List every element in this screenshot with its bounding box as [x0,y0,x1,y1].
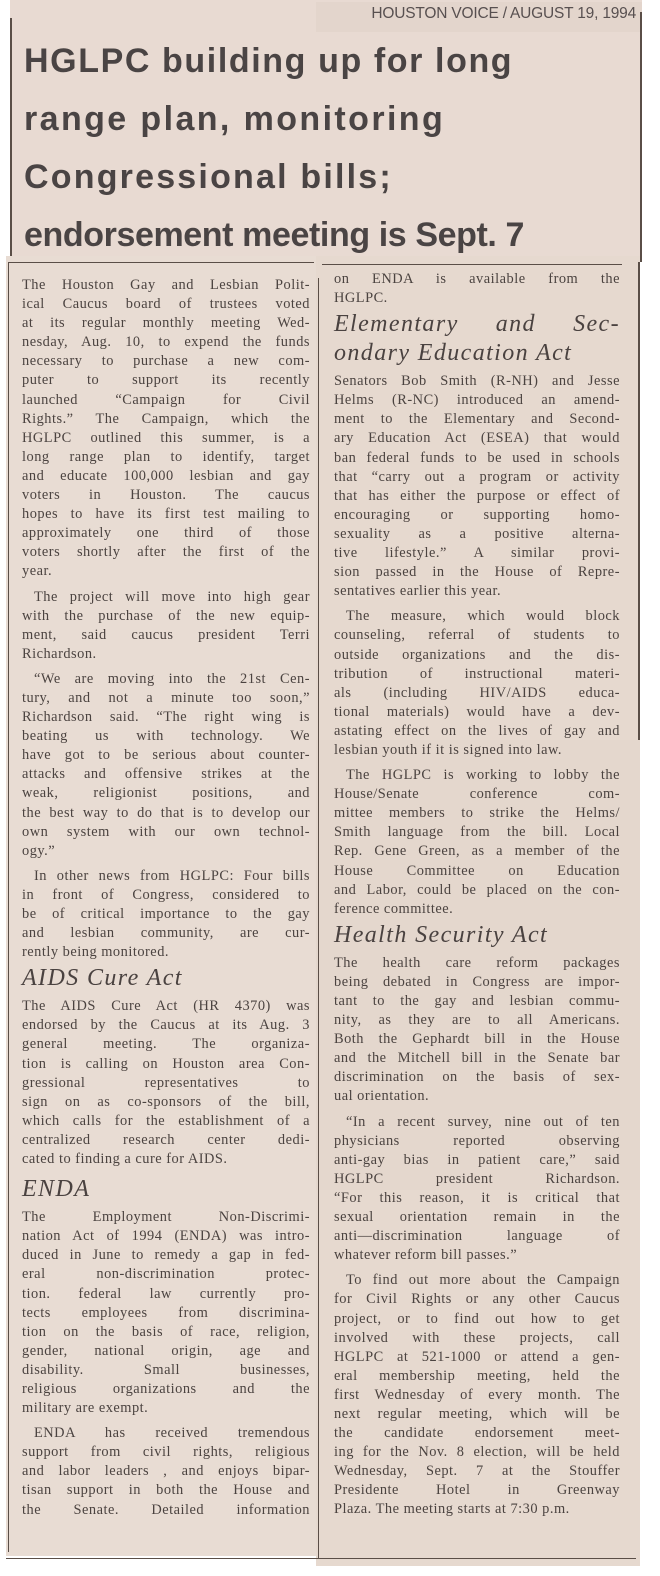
text-line: general meeting. The organiza- [22,1036,310,1053]
text-line: the Senate. Detailed information [22,1501,310,1518]
text-line: discrimination on the basis of sex- [334,1069,620,1086]
text-line: at its regular monthly meeting Wed- [22,315,310,332]
text-line: House/Senate conference com- [334,786,620,803]
text-line: Richardson said. “The right wing is [22,709,310,726]
paragraph-enda-support [22,1424,310,1519]
text-line: ary Education Act (ESEA) that would [334,430,620,447]
text-line: tion is calling on Houston area Con- [22,1055,310,1072]
text-line: gressional representatives to [22,1074,310,1091]
paragraph-enda-continued [334,270,620,308]
text-line: ical Caucus board of trustees voted [22,296,310,313]
section-heading-text: ondary Education Act [334,340,573,367]
text-line: ban federal funds to be used in schools [334,449,620,466]
text-line: with the purchase of the new equip- [22,607,310,624]
text-line: and the Mitchell bill in the Senate bar [334,1050,620,1067]
text-line: HGLPC. [334,290,388,307]
text-line: cated to finding a cure for AIDS. [22,1151,228,1168]
text-line: “In a recent survey, nine out of ten [346,1113,620,1130]
text-line: the best way to do that is to develop our [22,804,310,821]
paragraph-esea-measure [334,607,620,760]
text-line: eral membership meeting, held the [334,1367,620,1384]
text-line: Helms (R-NC) introduced an amend- [334,392,620,409]
text-line: Rep. Gene Green, as a member of the [334,843,620,860]
text-line: The project will move into high gear [34,588,310,605]
paragraph-closing-info [334,1271,620,1519]
header-right-rule [640,12,642,262]
text-line: hopes to have its first test mailing to [22,506,310,523]
text-line: mittee members to strike the Helms/ [334,805,620,822]
text-line: tribution of instructional materi- [334,665,620,682]
text-line: ual orientation. [334,1088,430,1105]
paragraph-quote [22,670,310,861]
paragraph-health-quote [334,1113,620,1266]
text-line: The Employment Non-Discrimi- [22,1209,310,1226]
text-line: year. [22,563,53,580]
text-line: nity, as they are to all Americans. [334,1012,620,1029]
text-line: the candidate endorsement meet- [334,1425,620,1442]
text-line: tion. federal law currently pro- [22,1285,310,1302]
left-column-left-rule [8,262,9,1552]
text-line: tion on the basis of race, religion, [22,1323,310,1340]
text-line: ENDA has received tremendous [34,1425,310,1442]
text-line: anti-gay bias in patient care,” said [334,1151,620,1168]
text-line: and labor leaders , and enjoys bipar- [22,1463,310,1480]
text-line: and educate 100,000 lesbian and gay [22,467,310,484]
text-line: ference committee. [334,900,454,917]
text-line: Both the Gephardt bill in the House [334,1031,620,1048]
section-heading-esea [334,310,620,368]
text-line: Richardson. [22,645,97,662]
text-line: The health care reform packages [334,954,620,971]
text-line: physicians reported observing [334,1132,620,1149]
text-line: in front of Congress, considered to [22,886,310,903]
right-column-right-rule [638,262,640,740]
text-line: project, or to find out how to get [334,1310,620,1327]
text-line: that “carry out a program or activity [334,468,620,485]
text-line: long range plan to identify, target [22,448,310,465]
dateline: HOUSTON VOICE / AUGUST 19, 1994 [371,5,636,22]
text-line: To find out more about the Campaign [346,1272,620,1289]
text-line: own system with our own technol- [22,823,310,840]
text-line: have got to be serious about counter- [22,747,310,764]
text-line: weak, religionist positions, and [22,785,310,802]
text-line: encouraging or supporting homo- [334,506,620,523]
text-line: tional materials) would have a dev- [334,703,620,720]
text-line: counseling, referral of students to [334,627,620,644]
text-line: Wednesday, Sept. 7 at the Stouffer [334,1463,620,1480]
text-line: endorsed by the Caucus at its Aug. 3 [22,1017,310,1034]
text-line: first Wednesday of every month. The [334,1386,620,1403]
text-line: that has either the purpose or effect of [334,487,620,504]
text-line: puter to support its recently [22,372,310,389]
bottom-rule [6,1558,636,1559]
text-line: voters in Houston. The caucus [22,487,310,504]
text-line: lesbian youth if it is signed into law. [334,741,563,758]
text-line: which calls for the establishment of a [22,1112,310,1129]
section-heading-aids-cure-act [22,964,310,993]
text-line: als (including HIV/AIDS educa- [334,684,620,701]
text-line: Rights.” The Campaign, which the [22,410,310,427]
text-line: for Civil Rights or any other Caucus [334,1291,620,1308]
headline-line: HGLPC building up for long [24,42,514,80]
right-column-top-rule [322,264,622,265]
text-line: House Committee on Education [334,862,620,879]
text-line: involved with these projects, call [334,1329,620,1346]
paragraph-health-reform [334,954,620,1107]
text-line: tects employees from discrimina- [22,1304,310,1321]
text-line: on ENDA is available from the [334,271,620,287]
text-line: religious organizations and the [22,1380,310,1397]
text-line: outside organizations and the dis- [334,646,620,663]
text-line: astating effect on the lives of gay and [334,722,620,739]
paragraph-esea-lobby [334,766,620,919]
text-line: disability. Small businesses, [22,1361,310,1378]
section-heading-text: AIDS Cure Act [22,965,183,992]
text-line: necessary to purchase a new com- [22,353,310,370]
text-line: HGLPC outlined this summer, is a [22,429,310,446]
text-line: “For this reason, it is critical that [334,1189,620,1206]
text-line: attacks and offensive strikes at the [22,766,310,783]
text-line: next regular meeting, which will be [334,1405,620,1422]
paragraph-aids-cure-act [22,997,310,1169]
text-line: The Houston Gay and Lesbian Polit- [22,277,310,293]
text-line: tisan support in both the House and [22,1482,310,1499]
text-line: sexual orientation remain in the [334,1209,620,1226]
text-line: rently being monitored. [22,944,169,961]
text-line: voters shortly after the first of the [22,544,310,561]
text-line: sign on as co-sponsors of the bill, [22,1093,310,1110]
headline [24,32,632,264]
text-line: approximately one third of those [22,525,310,542]
text-line: Presidente Hotel in Greenway [334,1482,620,1499]
text-line: military are exempt. [22,1400,149,1417]
text-line: Smith language from the bill. Local [334,824,620,841]
text-line: support from civil rights, religious [22,1444,310,1461]
text-line: tant to the gay and lesbian commu- [334,993,620,1009]
text-line: The AIDS Cure Act (HR 4370) was [22,998,310,1015]
text-line: Plaza. The meeting starts at 7:30 p.m. [334,1501,570,1518]
section-heading-text: Health Security Act [334,921,549,948]
paragraph-other-news [22,867,310,962]
text-line: nation Act of 1994 (ENDA) was intro- [22,1228,310,1245]
text-line: eral non-discrimination protec- [22,1266,310,1283]
text-line: and Labor, could be placed on the con- [334,881,620,898]
text-line: be of critical importance to the gay [22,906,310,922]
paragraph-project [22,588,310,664]
text-line: anti—discrimination language of [334,1228,620,1245]
section-heading-enda [22,1175,310,1204]
text-line: gender, national origin, age and [22,1342,310,1359]
text-line: tury, and not a minute too soon,” [22,689,310,706]
text-line: and lesbian community, are cur- [22,925,310,942]
text-line: sion passed in the House of Repre- [334,564,620,581]
paragraph-intro [22,276,310,582]
text-line: nesday, Aug. 10, to expend the funds [22,334,310,351]
section-heading-text: Elementary and Sec- [334,311,620,338]
text-line: whatever reform bill passes.” [334,1247,518,1264]
text-line: tive lifestyle.” A similar provi- [334,545,620,562]
text-line: being debated in Congress are impor- [334,973,620,990]
paragraph-esea-amendment [334,372,620,601]
text-line: sexuality as a positive alterna- [334,525,620,542]
paragraph-enda [22,1208,310,1418]
text-line: “We are moving into the 21st Cen- [34,670,310,687]
headline-line: range plan, monitoring [24,100,446,138]
text-line: beating us with technology. We [22,728,310,745]
text-line: duced in June to remedy a gap in fed- [22,1247,310,1264]
column-divider-rule [318,278,319,1558]
text-line: The measure, which would block [346,608,620,625]
text-line: ing for the Nov. 8 election, will be held [334,1444,620,1461]
headline-line: Congressional bills; [24,158,393,196]
section-heading-health-security-act [334,921,620,950]
left-column [22,276,310,1526]
text-line: ment, said caucus president Terri [22,626,310,643]
right-column [334,270,620,1526]
text-line: ment to the Elementary and Second- [334,411,620,428]
text-line: sentatives earlier this year. [334,583,502,600]
text-line: The HGLPC is working to lobby the [346,767,620,784]
header-left-rule [10,18,12,256]
headline-line: endorsement meeting is Sept. 7 [24,216,525,254]
text-line: centralized research center dedi- [22,1131,310,1148]
text-line: In other news from HGLPC: Four bills [34,867,310,884]
text-line: HGLPC president Richardson. [334,1170,620,1187]
text-line: ogy.” [22,842,56,859]
text-line: launched “Campaign for Civil [22,391,310,408]
text-line: HGLPC at 521-1000 or attend a gen- [334,1348,620,1365]
text-line: Senators Bob Smith (R-NH) and Jesse [334,373,620,390]
section-heading-text: ENDA [22,1176,91,1203]
